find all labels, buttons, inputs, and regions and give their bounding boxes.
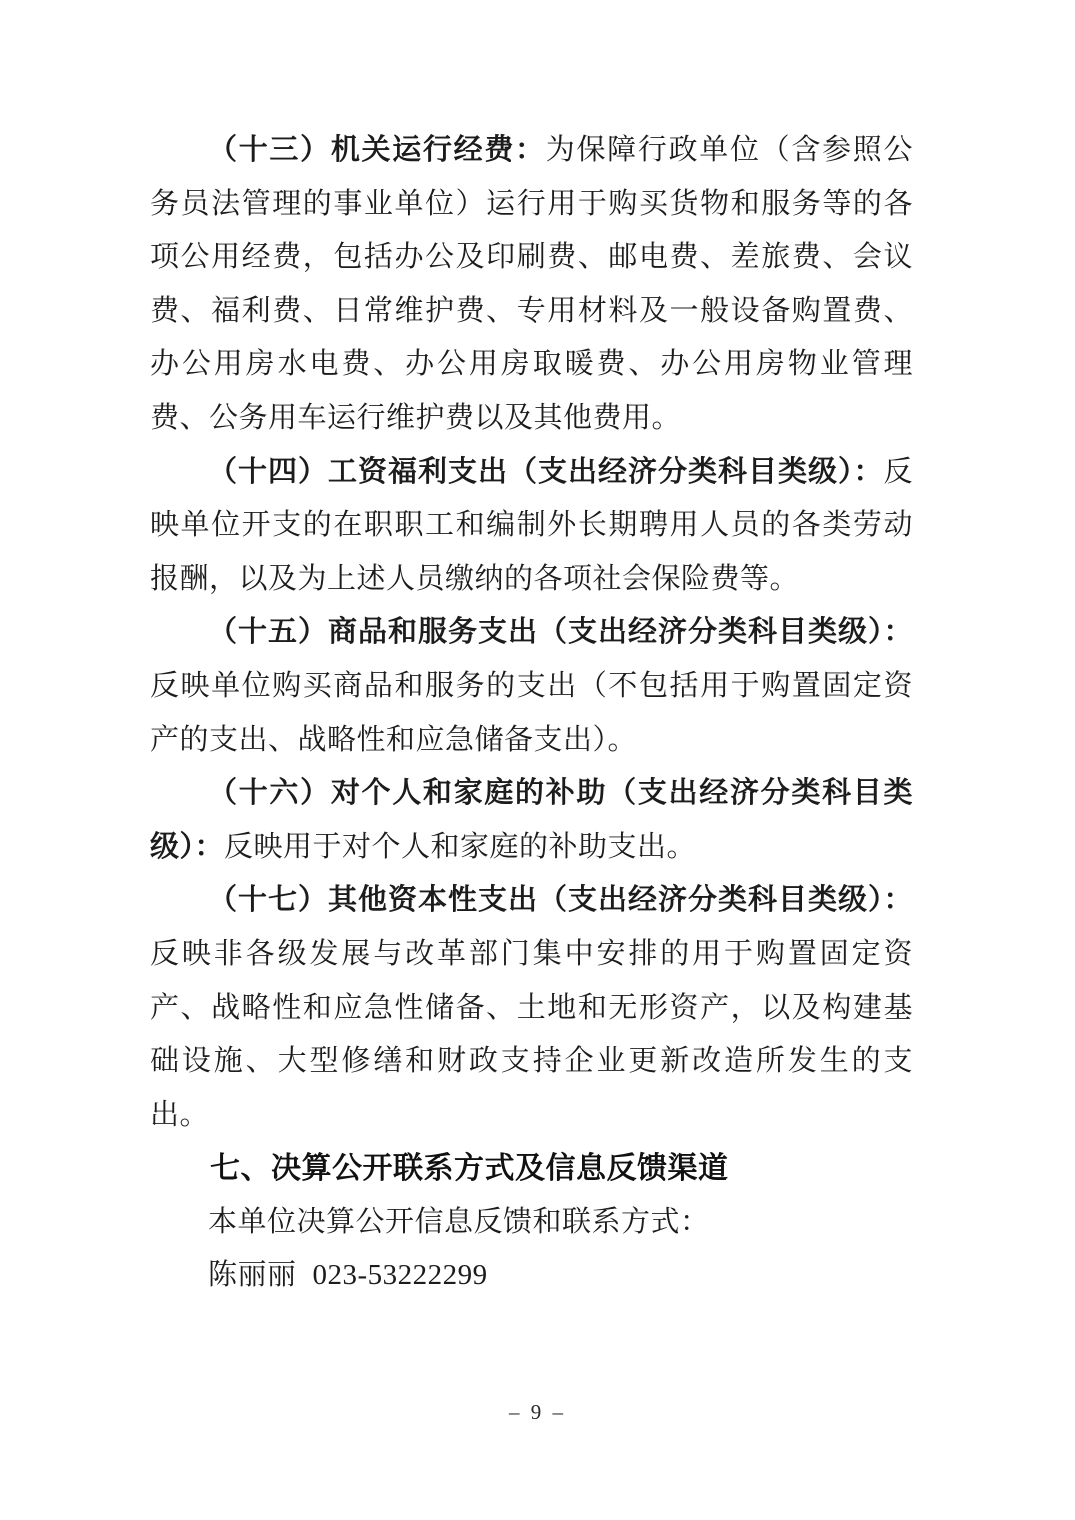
document-body [150, 124, 913, 1303]
contact-phone: 023-53222299 [312, 1259, 488, 1292]
paragraph-lead: （十三）机关运行经费： [208, 134, 546, 166]
paragraph-17-other-capital-expense [150, 874, 913, 1142]
page-number: – 9 – [509, 1400, 566, 1424]
paragraph-13-agency-operating-expense [150, 124, 913, 446]
paragraph-text: 反映非各级发展与改革部门集中安排的用于购置固定资产、战略性和应急性储备、土地和无形资产，以及构建基础设施、大型修缮和财政支持企业更新改造所发生的支出。 [150, 937, 913, 1131]
paragraph-text: 反映用于对个人和家庭的补助支出。 [224, 830, 697, 863]
paragraph-text: 为保障行政单位（含参照公务员法管理的事业单位）运行用于购买货物和服务等的各项公用经费，包括办公及印刷费、邮电费、差旅费、会议费、福利费、日常维护费、专用材料及一般设备购置费、办公用房水电费、办公用房取暖费、办公用房物业管理费、公务用车运行维护费以及其他费用。 [150, 134, 913, 434]
paragraph-text: 反映单位开支的在职职工和编制外长期聘用人员的各类劳动报酬，以及为上述人员缴纳的各项社会保险费等。 [150, 455, 913, 595]
paragraph-15-goods-services-expense [150, 606, 913, 767]
paragraph-lead: （十五）商品和服务支出（支出经济分类科目类级）： [208, 616, 913, 649]
contact-line [150, 1249, 913, 1303]
paragraph-16-individual-family-subsidy [150, 767, 913, 874]
section-heading-contact-channels: 七、决算公开联系方式及信息反馈渠道 [210, 1152, 729, 1186]
paragraph-lead: （十六）对个人和家庭的补助（支出经济分类科目类级）： [150, 777, 913, 863]
paragraph-lead: （十七）其他资本性支出（支出经济分类科目类级）： [208, 884, 913, 917]
contact-name: 陈丽丽 [208, 1259, 297, 1292]
paragraph-lead: （十四）工资福利支出（支出经济分类科目类级）： [208, 455, 884, 488]
contact-intro-line: 本单位决算公开信息反馈和联系方式： [208, 1205, 710, 1238]
paragraph-text: 反映单位购买商品和服务的支出（不包括用于购置固定资产的支出、战略性和应急储备支出）。 [150, 669, 913, 756]
paragraph-14-wages-welfare-expense [150, 446, 913, 607]
